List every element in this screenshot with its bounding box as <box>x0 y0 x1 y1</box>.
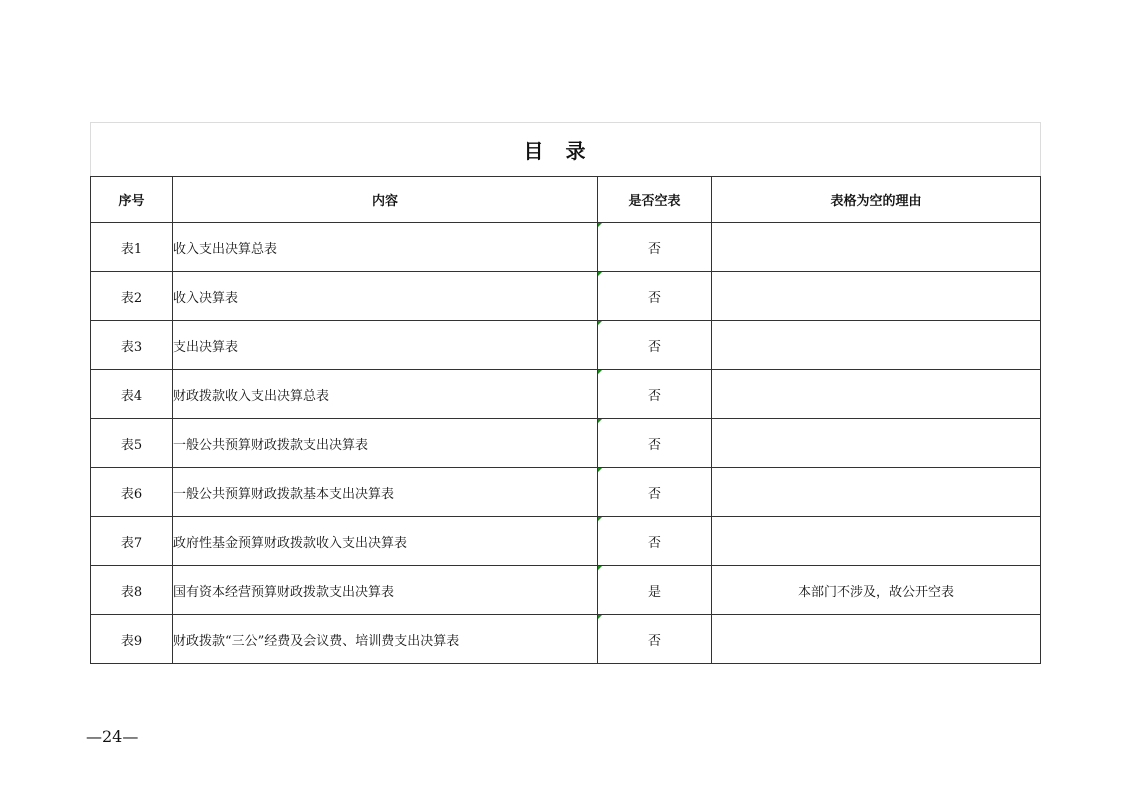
table-row <box>91 468 1041 517</box>
row-reason: 本部门不涉及，故公开空表 <box>712 566 1041 615</box>
table-header-row <box>91 177 1041 223</box>
row-is-empty: 否 <box>598 615 712 664</box>
row-is-empty: 否 <box>598 517 712 566</box>
row-content: 收入支出决算总表 <box>173 223 598 272</box>
row-is-empty: 否 <box>598 272 712 321</box>
row-no: 表3 <box>91 321 173 370</box>
page-number: —24— <box>86 727 139 746</box>
row-no: 表6 <box>91 468 173 517</box>
row-no: 表2 <box>91 272 173 321</box>
row-is-empty: 是 <box>598 566 712 615</box>
row-is-empty: 否 <box>598 370 712 419</box>
table-title: 目录 <box>91 123 1041 177</box>
table-row <box>91 419 1041 468</box>
row-is-empty: 否 <box>598 468 712 517</box>
row-reason <box>712 321 1041 370</box>
row-is-empty: 否 <box>598 223 712 272</box>
row-no: 表7 <box>91 517 173 566</box>
row-reason <box>712 468 1041 517</box>
row-reason <box>712 419 1041 468</box>
row-content: 一般公共预算财政拨款基本支出决算表 <box>173 468 598 517</box>
row-content: 一般公共预算财政拨款支出决算表 <box>173 419 598 468</box>
header-no: 序号 <box>91 177 173 223</box>
row-no: 表4 <box>91 370 173 419</box>
row-content: 收入决算表 <box>173 272 598 321</box>
table-row <box>91 321 1041 370</box>
table-row <box>91 272 1041 321</box>
row-is-empty: 否 <box>598 419 712 468</box>
row-content: 财政拨款收入支出决算总表 <box>173 370 598 419</box>
row-reason <box>712 272 1041 321</box>
row-reason <box>712 517 1041 566</box>
table-row <box>91 370 1041 419</box>
table-row <box>91 517 1041 566</box>
table-row <box>91 615 1041 664</box>
row-no: 表5 <box>91 419 173 468</box>
header-reason: 表格为空的理由 <box>712 177 1041 223</box>
row-reason <box>712 223 1041 272</box>
row-no: 表9 <box>91 615 173 664</box>
row-no: 表1 <box>91 223 173 272</box>
row-is-empty: 否 <box>598 321 712 370</box>
table-row <box>91 223 1041 272</box>
header-is-empty: 是否空表 <box>598 177 712 223</box>
catalog-table <box>90 122 1041 664</box>
row-content: 支出决算表 <box>173 321 598 370</box>
row-content: 国有资本经营预算财政拨款支出决算表 <box>173 566 598 615</box>
row-reason <box>712 370 1041 419</box>
row-content: 财政拨款“三公”经费及会议费、培训费支出决算表 <box>173 615 598 664</box>
row-content: 政府性基金预算财政拨款收入支出决算表 <box>173 517 598 566</box>
row-reason <box>712 615 1041 664</box>
header-content: 内容 <box>173 177 598 223</box>
table-row <box>91 566 1041 615</box>
row-no: 表8 <box>91 566 173 615</box>
